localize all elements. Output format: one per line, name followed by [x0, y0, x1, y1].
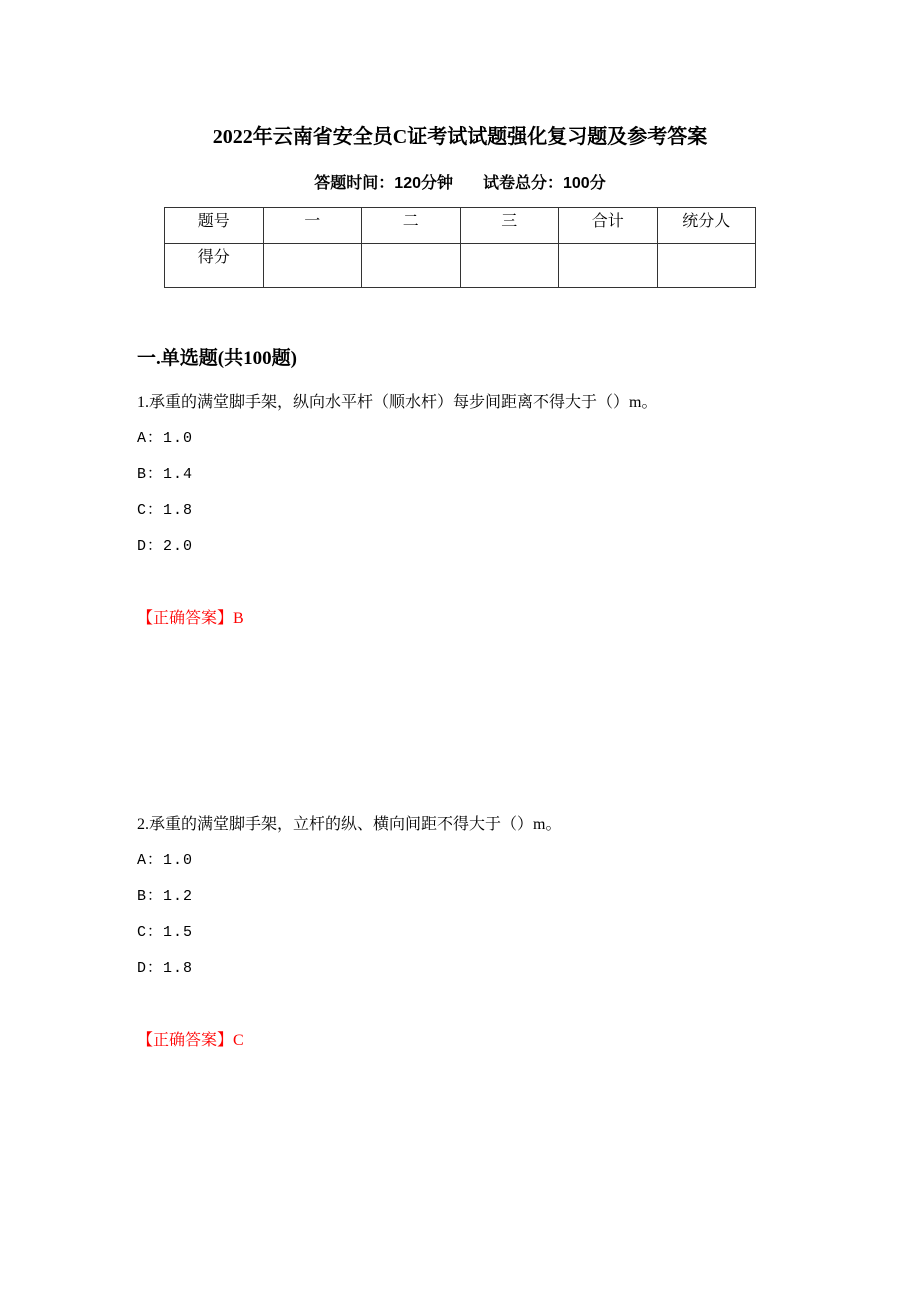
- question-2-text: 2.承重的满堂脚手架，立杆的纵、横向间距不得大于（）m。: [137, 816, 562, 833]
- question-2-answer: 【正确答案】C: [137, 1032, 244, 1049]
- score-cell-total: [559, 244, 658, 288]
- question-2-option-b: B：1.2: [137, 888, 194, 905]
- header-cell-scorer: 统分人: [657, 208, 756, 244]
- question-1-text: 1.承重的满堂脚手架，纵向水平杆（顺水杆）每步间距离不得大于（）m。: [137, 394, 658, 411]
- score-row-label: 得分: [165, 244, 264, 288]
- exam-time: 答题时间：120分钟: [314, 175, 453, 192]
- question-1-option-b: B：1.4: [137, 466, 194, 483]
- question-1-option-a: A：1.0: [137, 430, 194, 447]
- section-title: 一.单选题(共100题): [137, 348, 297, 369]
- total-score: 试卷总分：100分: [483, 175, 606, 192]
- question-2-option-c: C：1.5: [137, 924, 194, 941]
- score-cell-part-3: [460, 244, 559, 288]
- score-table-score-row: [165, 244, 756, 288]
- header-cell-part-2: 二: [362, 208, 461, 244]
- header-cell-total: 合计: [559, 208, 658, 244]
- exam-info: [0, 173, 920, 195]
- score-cell-part-1: [263, 244, 362, 288]
- document-title: 2022年云南省安全员C证考试试题强化复习题及参考答案: [212, 126, 708, 148]
- question-1-option-c: C：1.8: [137, 502, 194, 519]
- score-table-header-row: [165, 208, 756, 244]
- question-2-option-d: D：1.8: [137, 960, 194, 977]
- score-cell-part-2: [362, 244, 461, 288]
- header-cell-part-3: 三: [460, 208, 559, 244]
- score-cell-scorer: [657, 244, 756, 288]
- question-1-option-d: D：2.0: [137, 538, 194, 555]
- question-2-option-a: A：1.0: [137, 852, 194, 869]
- header-cell-question-no: 题号: [165, 208, 264, 244]
- question-1-answer: 【正确答案】B: [137, 610, 244, 627]
- score-table: [164, 207, 756, 288]
- header-cell-part-1: 一: [263, 208, 362, 244]
